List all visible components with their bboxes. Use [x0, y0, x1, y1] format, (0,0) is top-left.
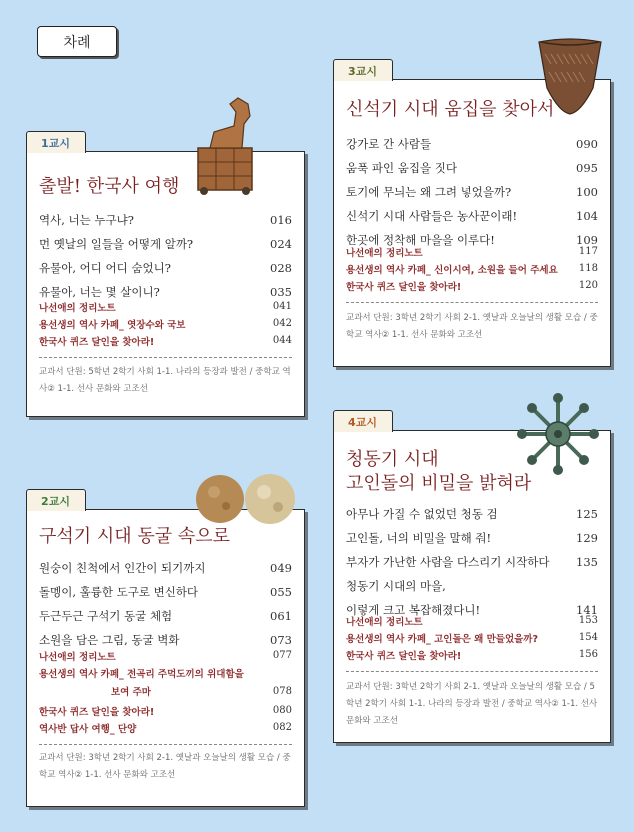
lesson-2-card — [26, 494, 305, 807]
lesson-4-title-line-1: 청동기 시대 — [346, 449, 439, 470]
lesson-2-tab: 2교시 — [26, 489, 86, 511]
lesson-3-card — [333, 64, 611, 367]
toc-entry[interactable]: 강가로 간 사람들 090 — [346, 137, 598, 151]
toc-subentry[interactable]: 한국사 퀴즈 달인을 찾아라! 044 — [39, 335, 292, 348]
lesson-2-items — [39, 556, 292, 652]
toc-entry[interactable]: 유물아, 너는 몇 살이니? 035 — [39, 285, 292, 299]
curriculum-note: 교과서 단원: 3학년 2학기 사회 2-1. 옛날과 오늘날의 생활 모습 / 중학교 역사② 1-1. 선사 문화와 고조선 — [346, 313, 598, 340]
toc-entry[interactable]: 청동기 시대의 마을, — [346, 579, 446, 593]
lesson-1-extras — [39, 298, 292, 349]
toc-entry[interactable]: 움푹 파인 움집을 짓다 095 — [346, 161, 598, 175]
divider — [346, 671, 598, 672]
lesson-1-card — [26, 136, 305, 417]
lesson-1-title: 출발! 한국사 여행 — [39, 176, 180, 197]
lesson-2-title: 구석기 시대 동굴 속으로 — [39, 526, 231, 547]
lesson-3-tab: 3교시 — [333, 59, 393, 81]
toc-subentry[interactable]: 한국사 퀴즈 달인을 찾아라! 080 — [39, 705, 292, 718]
curriculum-note: 교과서 단원: 5학년 2학기 사회 1-1. 나라의 등장과 발전 / 중학교 역사② 1-1. 선사 문화와 고조선 — [39, 367, 291, 394]
lesson-4-tab: 4교시 — [333, 410, 393, 432]
toc-entry[interactable]: 돌멩이, 훌륭한 도구로 변신하다 055 — [39, 585, 292, 599]
lesson-4-title-line-2: 고인돌의 비밀을 밝혀라 — [346, 473, 532, 494]
toc-entry[interactable]: 두근두근 구석기 동굴 체험 061 — [39, 609, 292, 623]
divider — [346, 302, 598, 303]
lesson-3-extras — [346, 243, 598, 294]
toc-subentry[interactable]: 용선생의 역사 카페_ 신이시여, 소원을 들어 주세요 118 — [346, 263, 598, 276]
lesson-4-items — [346, 502, 598, 622]
lesson-1-items — [39, 208, 292, 304]
toc-subentry[interactable]: 한국사 퀴즈 달인을 찾아라! 120 — [346, 280, 598, 293]
toc-subentry[interactable]: 용선생의 역사 카페_ 엿장수와 국보 042 — [39, 318, 292, 331]
toc-entry[interactable]: 유물아, 어디 어디 숨었니? 028 — [39, 261, 292, 275]
stone-balls-illustration — [194, 472, 298, 526]
lesson-4-card — [333, 415, 611, 743]
toc-entry[interactable]: 부자가 가난한 사람을 다스리기 시작하다 135 — [346, 555, 598, 569]
toc-entry[interactable]: 신석기 시대 사람들은 농사꾼이래! 104 — [346, 209, 598, 223]
toc-subentry[interactable]: 용선생의 역사 카페_ 전곡리 주먹도끼의 위대함을 보여 주마 078 — [39, 669, 292, 698]
lesson-3-title: 신석기 시대 움집을 찾아서 — [346, 99, 555, 120]
toc-entry[interactable]: 한곳에 정착해 마을을 이루다! 109 — [346, 233, 598, 247]
divider — [39, 744, 292, 745]
toc-entry[interactable]: 소원을 담은 그림, 동굴 벽화 073 — [39, 633, 292, 647]
toc-subentry[interactable]: 나선애의 정리노트 117 — [346, 246, 598, 259]
toc-subentry[interactable]: 나선애의 정리노트 041 — [39, 301, 292, 314]
toc-subentry[interactable]: 나선애의 정리노트 153 — [346, 615, 598, 628]
divider — [39, 357, 292, 358]
lesson-4-extras — [346, 612, 598, 663]
bronze-ornament-illustration — [516, 392, 600, 476]
toc-entry[interactable]: 고인돌, 너의 비밀을 말해 줘! 129 — [346, 531, 598, 545]
toc-entry[interactable]: 이렇게 크고 복잡해졌다니! 141 — [346, 603, 598, 617]
toc-subentry[interactable]: 한국사 퀴즈 달인을 찾아라! 156 — [346, 649, 598, 662]
toc-subentry[interactable]: 나선애의 정리노트 077 — [39, 650, 292, 663]
toc-subentry[interactable]: 역사반 답사 여행_ 단양 082 — [39, 722, 292, 735]
toc-entry[interactable]: 먼 옛날의 일들을 어떻게 알까? 024 — [39, 237, 292, 251]
curriculum-note: 교과서 단원: 3학년 2학기 사회 2-1. 옛날과 오늘날의 생활 모습 / 중학교 역사② 1-1. 선사 문화와 고조선 — [39, 753, 291, 780]
curriculum-note: 교과서 단원: 3학년 2학기 사회 2-1. 옛날과 오늘날의 생활 모습 / 5학년 2학기 사회 1-1. 나라의 등장과 발전 / 중학교 역사② 1-1. 선사 문화와 고조선 — [346, 682, 598, 726]
toc-label: 차례 — [37, 26, 117, 57]
lesson-2-extras — [39, 647, 292, 736]
toc-subentry[interactable]: 용선생의 역사 카페_ 고인돌은 왜 만들었을까? 154 — [346, 632, 598, 645]
trojan-horse-illustration — [190, 96, 260, 196]
toc-entry[interactable]: 원숭이 친척에서 인간이 되기까지 049 — [39, 561, 292, 575]
toc-entry[interactable]: 아무나 가질 수 없었던 청동 검 125 — [346, 507, 598, 521]
toc-entry[interactable]: 토기에 무늬는 왜 그려 넣었을까? 100 — [346, 185, 598, 199]
lesson-1-tab: 1교시 — [26, 131, 86, 153]
pottery-illustration — [535, 36, 605, 116]
toc-entry[interactable]: 역사, 너는 누구냐? 016 — [39, 213, 292, 227]
lesson-3-items — [346, 132, 598, 252]
